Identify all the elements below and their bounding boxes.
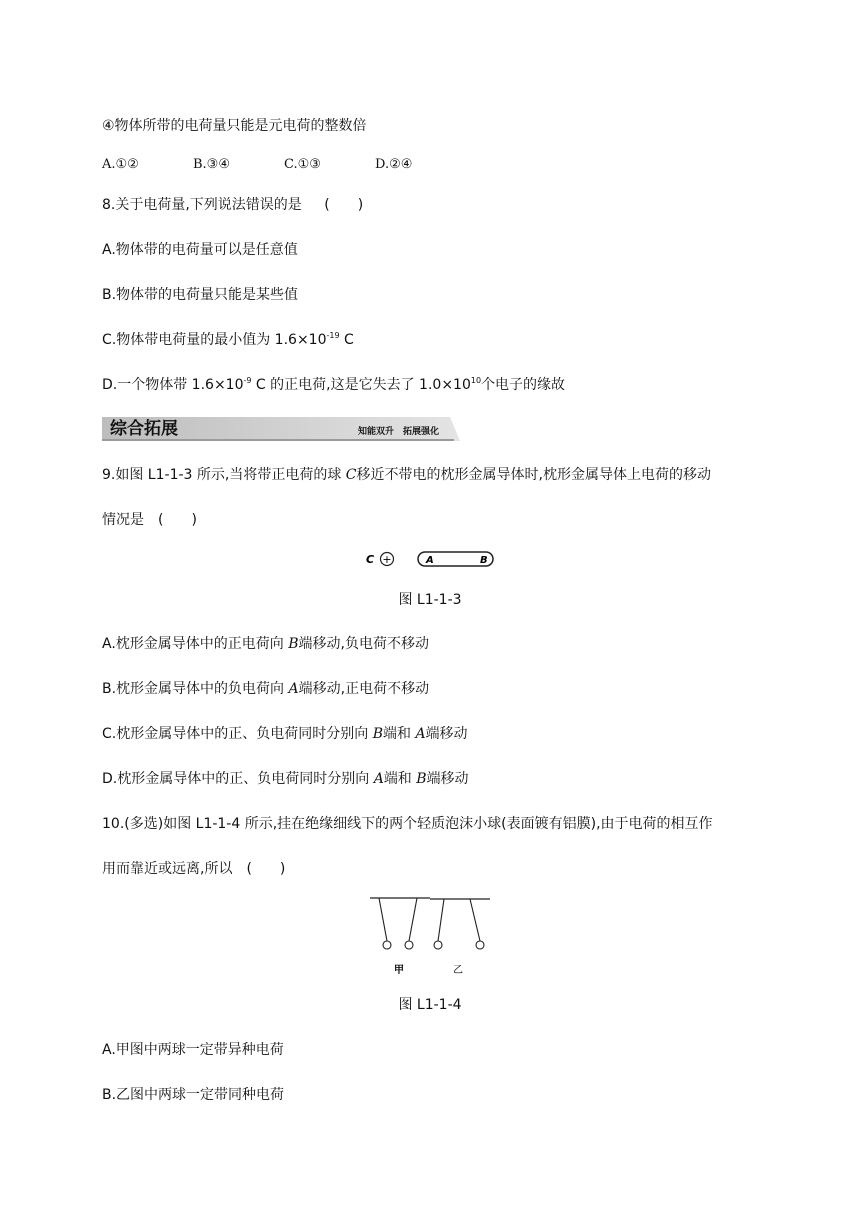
- q8-option-d-exponent-1: -9: [243, 376, 252, 385]
- ball-yi-2: [476, 941, 484, 949]
- q9-line-1-end: 移近不带电的枕形金属导体时,枕形金属导体上电荷的移动: [356, 467, 711, 483]
- figure-plus-sign: +: [382, 553, 392, 566]
- section-subtitle: 知能双升 拓展强化: [358, 427, 440, 437]
- figure-label-c: C: [366, 553, 375, 566]
- q7-option-c: C.①③: [284, 157, 321, 172]
- q8-option-c-text: C.物体带电荷量的最小值为 1.6×10: [102, 332, 327, 348]
- q9-line-2: 情况是 ( ): [102, 512, 197, 528]
- q8-option-d: [102, 375, 565, 395]
- q9-option-d: [102, 769, 469, 789]
- q7-options: [102, 155, 466, 175]
- thread-jia-2: [409, 898, 417, 941]
- q7-option-a: A.①②: [102, 157, 139, 172]
- q9-line-1-start: 9.如图 L1-1-3 所示,当将带正电荷的球: [102, 467, 346, 483]
- section-title: 综合拓展: [110, 419, 178, 439]
- q10-option-b: B.乙图中两球一定带同种电荷: [102, 1087, 285, 1103]
- q9-line-1: [102, 465, 711, 485]
- figure-caption-l1-1-4: 图 L1-1-4: [398, 997, 462, 1013]
- q7-item-4: ④物体所带的电荷量只能是元电荷的整数倍: [102, 118, 367, 134]
- q9-option-a: [102, 634, 429, 654]
- q9-option-c-end-label-2: A: [415, 726, 426, 742]
- q8-option-d-end: 个电子的缘故: [481, 377, 566, 393]
- q9-option-b: [102, 679, 429, 699]
- q9-option-c-end-label-1: B: [372, 726, 383, 742]
- q9-option-a-rest: 端移动,负电荷不移动: [298, 636, 429, 652]
- q9-option-c-text: C.枕形金属导体中的正、负电荷同时分别向: [102, 726, 373, 742]
- q9-option-d-end-label-2: B: [416, 771, 427, 787]
- figure-label-b: B: [480, 555, 488, 566]
- q7-option-d: D.②④: [375, 157, 413, 172]
- q9-option-b-text: B.枕形金属导体中的负电荷向: [102, 681, 289, 697]
- q9-ball-label: C: [345, 467, 357, 483]
- q8-option-a: A.物体带的电荷量可以是任意值: [102, 242, 298, 258]
- q10-line-1: 10.(多选)如图 L1-1-4 所示,挂在绝缘细线下的两个轻质泡沫小球(表面镀有铝膜),由于电荷的相互作: [102, 816, 713, 832]
- figure-label-jia: 甲: [394, 965, 404, 976]
- q8-stem: [102, 195, 363, 215]
- thread-yi-1: [438, 899, 444, 941]
- q9-option-c-rest: 端移动: [425, 726, 468, 742]
- q9-option-d-rest: 端移动: [426, 771, 469, 787]
- q9-option-c: [102, 724, 468, 744]
- q9-option-b-rest: 端移动,正电荷不移动: [298, 681, 430, 697]
- q8-stem-text: 8.关于电荷量,下列说法错误的是: [102, 197, 302, 213]
- q8-option-d-text: D.一个物体带 1.6×10: [102, 377, 244, 393]
- figure-caption-l1-1-3: 图 L1-1-3: [398, 592, 462, 608]
- q9-option-d-text: D.枕形金属导体中的正、负电荷同时分别向: [102, 771, 374, 787]
- thread-jia-1: [379, 898, 387, 941]
- q9-option-b-end-label: A: [288, 681, 299, 697]
- q8-option-b: B.物体带的电荷量只能是某些值: [102, 287, 299, 303]
- ball-yi-1: [434, 941, 442, 949]
- figure-label-yi: 乙: [453, 965, 463, 976]
- q9-option-a-text: A.枕形金属导体中的正电荷向: [102, 636, 289, 652]
- ball-jia-1: [383, 941, 391, 949]
- thread-yi-2: [470, 899, 480, 941]
- q9-option-c-middle: 端和: [382, 726, 416, 742]
- q8-option-d-exponent-2: 10: [470, 376, 482, 385]
- figure-l1-1-4: [364, 893, 496, 983]
- q8-option-c: [102, 330, 354, 350]
- q7-option-b: B.③④: [193, 157, 230, 172]
- figure-l1-1-3: [360, 548, 500, 570]
- section-banner: [102, 417, 460, 441]
- q8-option-c-unit: C: [339, 332, 354, 348]
- q9-option-a-end-label: B: [288, 636, 299, 652]
- q8-option-c-exponent: -19: [326, 331, 340, 340]
- q9-option-d-end-label-1: A: [373, 771, 384, 787]
- ball-jia-2: [405, 941, 413, 949]
- q9-option-d-middle: 端和: [383, 771, 417, 787]
- q10-line-2: 用而靠近或远离,所以 ( ): [102, 861, 286, 877]
- figure-label-a: A: [426, 555, 434, 566]
- q8-option-d-middle: C 的正电荷,这是它失去了 1.0×10: [251, 377, 471, 393]
- q8-answer-paren: ( ): [324, 197, 364, 213]
- q10-option-a: A.甲图中两球一定带异种电荷: [102, 1042, 284, 1058]
